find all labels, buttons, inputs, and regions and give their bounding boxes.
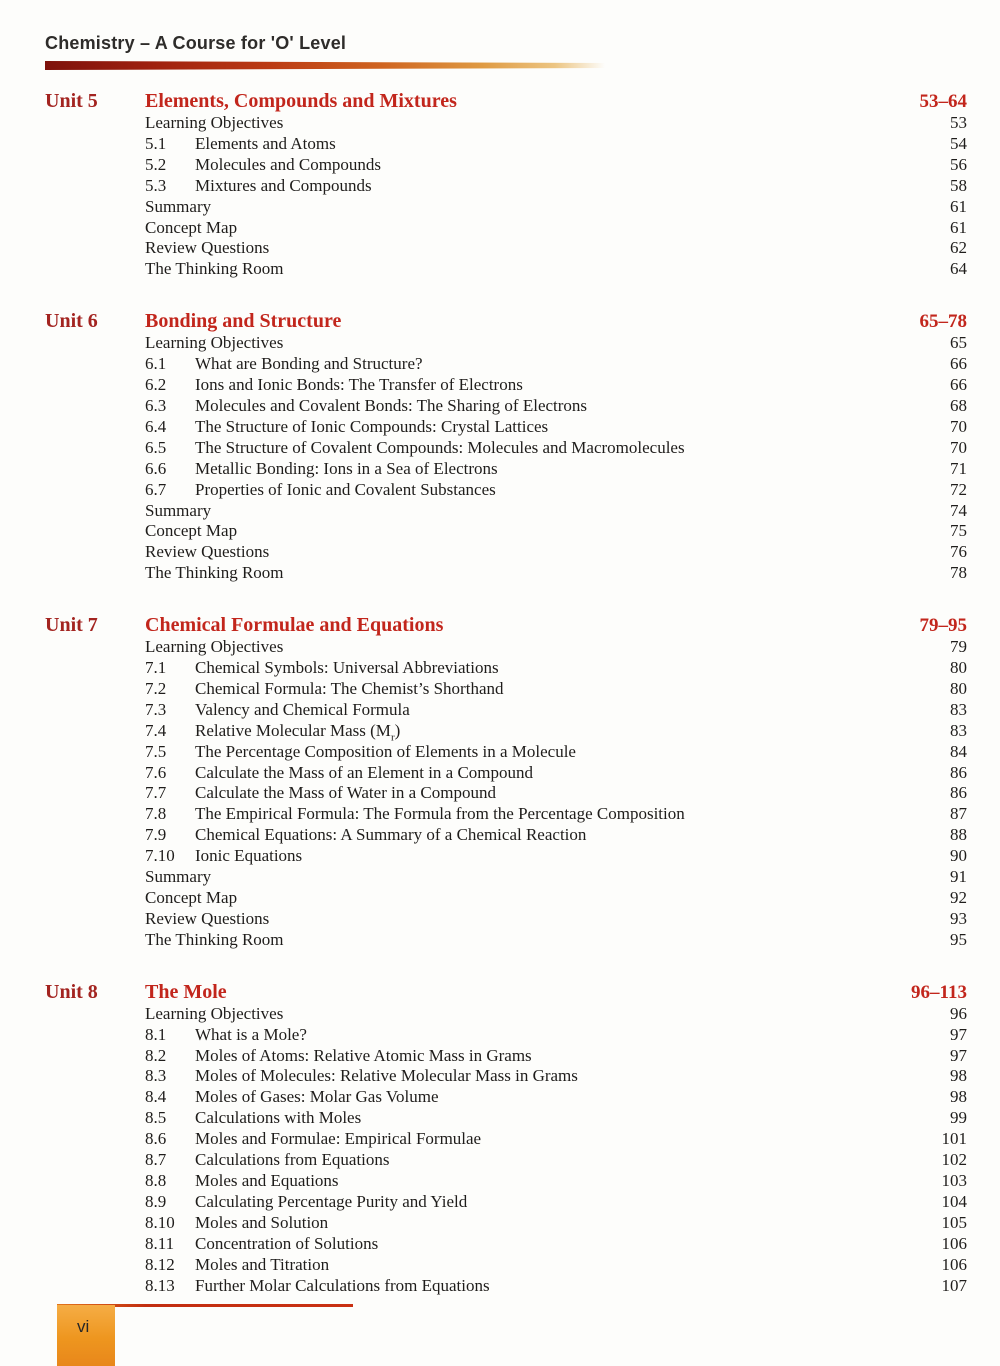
toc-item (45, 721, 967, 742)
toc-item (45, 846, 967, 867)
item-number: 7.10 (145, 846, 175, 866)
item-page: 92 (950, 888, 967, 907)
toc-item (45, 700, 967, 721)
item-title: Moles of Gases: Molar Gas Volume (195, 1087, 439, 1107)
item-title: Review Questions (145, 238, 270, 258)
item-page: 62 (950, 238, 967, 258)
item-page: 66 (950, 375, 967, 395)
item-page: 106 (941, 1254, 967, 1274)
item-page: 68 (950, 395, 967, 415)
item-page: 83 (950, 720, 967, 740)
item-page: 80 (950, 678, 967, 698)
toc-item (45, 1276, 967, 1297)
item-number: 8.3 (145, 1066, 167, 1086)
item-page: 101 (941, 1129, 967, 1149)
item-title: Moles of Atoms: Relative Atomic Mass in Grams (195, 1045, 532, 1065)
item-title: What are Bonding and Structure? (195, 354, 423, 374)
item-title: The Empirical Formula: The Formula from the Percentage Composition (195, 804, 685, 824)
item-number: 8.5 (145, 1108, 167, 1128)
toc-item (45, 259, 967, 280)
unit-heading (45, 614, 967, 637)
item-page: 102 (941, 1150, 967, 1170)
item-number: 6.2 (145, 375, 167, 395)
item-page: 74 (950, 500, 967, 520)
item-number: 7.2 (145, 678, 167, 698)
item-title: Molecules and Compounds (195, 154, 382, 174)
unit-section (45, 90, 967, 280)
item-page: 98 (950, 1066, 967, 1086)
page-number-box (57, 1305, 115, 1366)
table-of-contents (45, 90, 967, 1296)
item-page: 83 (950, 699, 967, 719)
item-page: 86 (950, 762, 967, 782)
item-number: 7.3 (145, 699, 167, 719)
toc-item (45, 1192, 967, 1213)
toc-item (45, 396, 967, 417)
item-title: Concentration of Solutions (195, 1233, 379, 1253)
toc-item (45, 825, 967, 846)
toc-item (45, 238, 967, 259)
item-number: 7.9 (145, 825, 167, 845)
item-title: Chemical Symbols: Universal Abbreviations (195, 658, 499, 678)
item-title: Learning Objectives (145, 113, 284, 132)
item-title: Calculations with Moles (195, 1108, 362, 1128)
toc-item (45, 333, 967, 354)
toc-item (45, 1255, 967, 1276)
toc-item (45, 480, 967, 501)
item-page: 53 (950, 113, 967, 132)
item-title: The Thinking Room (145, 259, 284, 279)
toc-item (45, 501, 967, 522)
subscript: r (390, 731, 395, 744)
item-page: 75 (950, 521, 967, 541)
item-title: The Structure of Covalent Compounds: Molecules and Macromolecules (195, 437, 685, 457)
item-number: 5.1 (145, 133, 167, 153)
item-title: Learning Objectives (145, 1003, 284, 1023)
item-page: 80 (950, 658, 967, 678)
item-title: Review Questions (145, 908, 270, 928)
toc-item (45, 1087, 967, 1108)
item-title: Moles and Titration (195, 1254, 330, 1274)
unit-heading (45, 310, 967, 333)
toc-item (45, 459, 967, 480)
page-number: vi (77, 1317, 90, 1336)
item-number: 7.6 (145, 762, 167, 782)
unit-label: Unit 8 (45, 980, 98, 1003)
item-number: 6.4 (145, 416, 167, 436)
item-page: 104 (941, 1191, 967, 1211)
item-page: 105 (941, 1212, 967, 1232)
item-page: 103 (941, 1170, 967, 1190)
item-title: Ions and Ionic Bonds: The Transfer of Electrons (195, 375, 523, 395)
item-page: 61 (950, 196, 967, 216)
toc-item (45, 679, 967, 700)
item-title: Chemical Equations: A Summary of a Chemical Reaction (195, 825, 587, 845)
toc-item (45, 354, 967, 375)
toc-item (45, 1150, 967, 1171)
item-title: What is a Mole? (195, 1024, 307, 1044)
item-title: Moles and Formulae: Empirical Formulae (195, 1129, 482, 1149)
item-page: 95 (950, 929, 967, 949)
item-page: 65 (950, 333, 967, 353)
unit-page-range: 79–95 (919, 615, 967, 637)
toc-item (45, 1234, 967, 1255)
toc-item (45, 1129, 967, 1150)
item-number: 8.2 (145, 1045, 167, 1065)
toc-item (45, 637, 967, 658)
item-page: 79 (950, 637, 967, 657)
item-title: Learning Objectives (145, 333, 284, 353)
item-title: Learning Objectives (145, 637, 284, 657)
item-page: 70 (950, 416, 967, 436)
page-header (45, 33, 967, 70)
toc-item (45, 867, 967, 888)
item-title: The Thinking Room (145, 929, 284, 949)
item-number: 8.6 (145, 1129, 167, 1149)
item-number: 6.7 (145, 479, 167, 499)
item-title: Metallic Bonding: Ions in a Sea of Electrons (195, 458, 498, 478)
item-page: 56 (950, 154, 967, 174)
unit-title: Chemical Formulae and Equations (145, 614, 444, 637)
item-number: 8.7 (145, 1150, 167, 1170)
item-title: Properties of Ionic and Covalent Substances (195, 479, 496, 499)
item-title: Relative Molecular Mass $(M_r)$ (195, 720, 401, 744)
item-page: 86 (950, 783, 967, 803)
item-number: 8.11 (145, 1233, 175, 1253)
item-page: 66 (950, 354, 967, 374)
toc-item (45, 113, 967, 134)
toc-item (45, 1108, 967, 1129)
toc-item (45, 763, 967, 784)
unit-title: Elements, Compounds and Mixtures (145, 90, 457, 112)
toc-item (45, 521, 967, 542)
item-title: Review Questions (145, 542, 270, 562)
item-page: 98 (950, 1087, 967, 1107)
item-number: 6.5 (145, 437, 167, 457)
unit-heading (45, 981, 967, 1004)
toc-item (45, 176, 967, 197)
item-title: Calculating Percentage Purity and Yield (195, 1191, 468, 1211)
toc-item (45, 783, 967, 804)
item-page: 96 (950, 1003, 967, 1023)
item-page: 107 (941, 1275, 967, 1295)
item-number: 7.4 (145, 720, 167, 740)
item-number: 7.7 (145, 783, 167, 803)
item-number: 6.1 (145, 354, 167, 374)
unit-label: Unit 6 (45, 310, 98, 333)
item-title: Summary (145, 500, 212, 520)
item-number: 8.8 (145, 1170, 167, 1190)
toc-item (45, 1046, 967, 1067)
item-title: Calculate the Mass of an Element in a Compound (195, 762, 534, 782)
unit-section (45, 614, 967, 951)
item-title: Concept Map (145, 217, 238, 237)
item-number: 7.8 (145, 804, 167, 824)
toc-item (45, 1025, 967, 1046)
header-gradient-bar (45, 61, 605, 70)
item-title: Calculations from Equations (195, 1150, 390, 1170)
toc-item (45, 218, 967, 239)
item-title: Moles and Solution (195, 1212, 329, 1232)
item-page: 64 (950, 259, 967, 279)
toc-item (45, 658, 967, 679)
item-title: Concept Map (145, 521, 238, 541)
item-page: 54 (950, 133, 967, 153)
item-title: Moles of Molecules: Relative Molecular Mass in Grams (195, 1066, 578, 1086)
unit-title: Bonding and Structure (145, 310, 342, 333)
item-page: 71 (950, 458, 967, 478)
item-page: 61 (950, 217, 967, 237)
item-number: 8.9 (145, 1191, 167, 1211)
toc-item (45, 542, 967, 563)
item-page: 99 (950, 1108, 967, 1128)
unit-page-range: 53–64 (919, 91, 967, 112)
item-title: The Structure of Ionic Compounds: Crystal Lattices (195, 416, 549, 436)
item-number: 8.4 (145, 1087, 167, 1107)
item-title: Mixtures and Compounds (195, 175, 372, 195)
item-number: 8.1 (145, 1024, 167, 1044)
item-title: Further Molar Calculations from Equations (195, 1275, 490, 1295)
item-page: 91 (950, 867, 967, 887)
unit-page-range: 96–113 (911, 981, 967, 1003)
item-title: Chemical Formula: The Chemist’s Shorthand (195, 678, 504, 698)
unit-page-range: 65–78 (919, 311, 967, 333)
toc-item (45, 155, 967, 176)
toc-item (45, 563, 967, 584)
item-page: 97 (950, 1045, 967, 1065)
unit-heading (45, 90, 967, 113)
item-page: 90 (950, 846, 967, 866)
item-number: 8.12 (145, 1254, 175, 1274)
toc-item (45, 375, 967, 396)
item-page: 76 (950, 542, 967, 562)
item-number: 7.1 (145, 658, 167, 678)
item-number: 5.3 (145, 175, 167, 195)
item-page: 106 (941, 1233, 967, 1253)
item-title: Elements and Atoms (195, 133, 336, 153)
item-page: 87 (950, 804, 967, 824)
item-page: 78 (950, 563, 967, 583)
toc-item (45, 804, 967, 825)
toc-item (45, 417, 967, 438)
item-number: 7.5 (145, 741, 167, 761)
item-page: 93 (950, 908, 967, 928)
item-title: Concept Map (145, 888, 238, 907)
item-number: 8.10 (145, 1212, 175, 1232)
item-title: Valency and Chemical Formula (195, 699, 410, 719)
toc-item (45, 134, 967, 155)
toc-item (45, 1213, 967, 1234)
item-title: The Thinking Room (145, 563, 284, 583)
toc-item (45, 438, 967, 459)
item-number: 6.6 (145, 458, 167, 478)
item-page: 72 (950, 479, 967, 499)
toc-item (45, 930, 967, 951)
item-title: The Percentage Composition of Elements in a Molecule (195, 741, 576, 761)
item-title: Ionic Equations (195, 846, 303, 866)
item-number: 8.13 (145, 1275, 175, 1295)
unit-label: Unit 5 (45, 90, 98, 112)
item-title: Summary (145, 867, 212, 887)
toc-item (45, 1171, 967, 1192)
item-number: 5.2 (145, 154, 167, 174)
item-number: 6.3 (145, 395, 167, 415)
item-title: Calculate the Mass of Water in a Compound (195, 783, 496, 803)
unit-title: The Mole (145, 980, 227, 1003)
item-page: 88 (950, 825, 967, 845)
item-page: 84 (950, 741, 967, 761)
unit-section (45, 310, 967, 584)
toc-item (45, 197, 967, 218)
item-page: 97 (950, 1024, 967, 1044)
unit-section (45, 981, 967, 1297)
toc-item (45, 1066, 967, 1087)
item-title: Moles and Equations (195, 1170, 339, 1190)
item-title: Molecules and Covalent Bonds: The Sharing of Electrons (195, 395, 588, 415)
item-title: Summary (145, 196, 212, 216)
item-page: 70 (950, 437, 967, 457)
book-title: Chemistry – A Course for 'O' Level (45, 33, 347, 53)
toc-item (45, 742, 967, 763)
toc-item (45, 888, 967, 909)
toc-item (45, 909, 967, 930)
item-page: 58 (950, 175, 967, 195)
toc-item (45, 1004, 967, 1025)
unit-label: Unit 7 (45, 614, 98, 637)
